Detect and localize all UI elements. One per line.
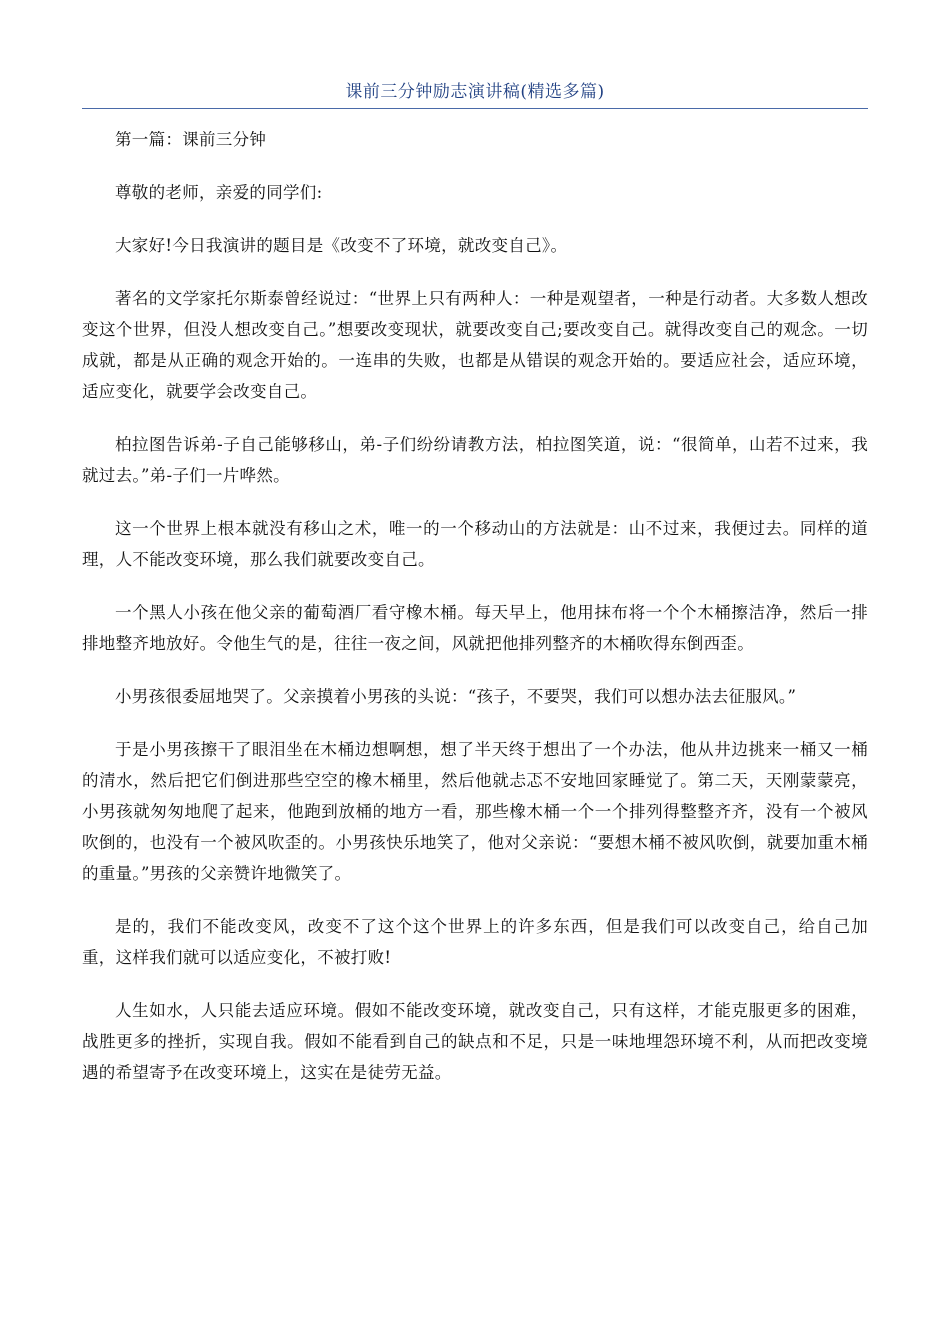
body-paragraph: 人生如水，人只能去适应环境。假如不能改变环境，就改变自己，只有这样，才能克服更多的困难，战胜更多的挫折，实现自我。假如不能看到自己的缺点和不足，只是一味地埋怨环境不利，从而把改变境遇的希望寄予在改变环境上，这实在是徒劳无益。	[82, 1001, 868, 1082]
body-paragraph: 一个黑人小孩在他父亲的葡萄酒厂看守橡木桶。每天早上，他用抹布将一个个木桶擦洁净，然后一排排地整齐地放好。令他生气的是，往往一夜之间，风就把他排列整齐的木桶吹得东倒西歪。	[82, 603, 868, 653]
header-divider	[82, 108, 868, 109]
document-header-title: 课前三分钟励志演讲稿(精选多篇)	[345, 82, 605, 102]
body-paragraph: 著名的文学家托尔斯泰曾经说过：“世界上只有两种人：一种是观望者，一种是行动者。大多数人想改变这个世界，但没人想改变自己。”想要改变现状，就要改变自己;要改变自己。就得改变自己的观念。一切成就，都是从正确的观念开始的。一连串的失败，也都是从错误的观念开始的。要适应社会，适应环境，适应变化，就要学会改变自己。	[82, 289, 868, 401]
document-body	[82, 124, 868, 1110]
section-heading: 第一篇：课前三分钟	[115, 130, 267, 149]
body-paragraph: 是的，我们不能改变风，改变不了这个这个世界上的许多东西，但是我们可以改变自己，给自己加重，这样我们就可以适应变化，不被打败!	[82, 917, 868, 967]
salutation: 尊敬的老师，亲爱的同学们:	[115, 183, 323, 202]
body-paragraph: 柏拉图告诉弟-子自己能够移山，弟-子们纷纷请教方法，柏拉图笑道，说：“很简单，山若不过来，我就过去。”弟-子们一片哗然。	[82, 435, 868, 485]
opening-paragraph: 大家好!今日我演讲的题目是《改变不了环境，就改变自己》。	[115, 236, 568, 255]
body-paragraph: 这一个世界上根本就没有移山之术，唯一的一个移动山的方法就是：山不过来，我便过去。同样的道理，人不能改变环境，那么我们就要改变自己。	[82, 519, 868, 569]
body-paragraph: 于是小男孩擦干了眼泪坐在木桶边想啊想，想了半天终于想出了一个办法，他从井边挑来一桶又一桶的清水，然后把它们倒进那些空空的橡木桶里，然后他就忐忑不安地回家睡觉了。第二天，天刚蒙蒙亮，小男孩就匆匆地爬了起来，他跑到放桶的地方一看，那些橡木桶一个一个排列得整整齐齐，没有一个被风吹倒的，也没有一个被风吹歪的。小男孩快乐地笑了，他对父亲说：“要想木桶不被风吹倒，就要加重木桶的重量。”男孩的父亲赞许地微笑了。	[82, 740, 868, 883]
body-paragraph: 小男孩很委屈地哭了。父亲摸着小男孩的头说：“孩子，不要哭，我们可以想办法去征服风。”	[115, 687, 797, 706]
